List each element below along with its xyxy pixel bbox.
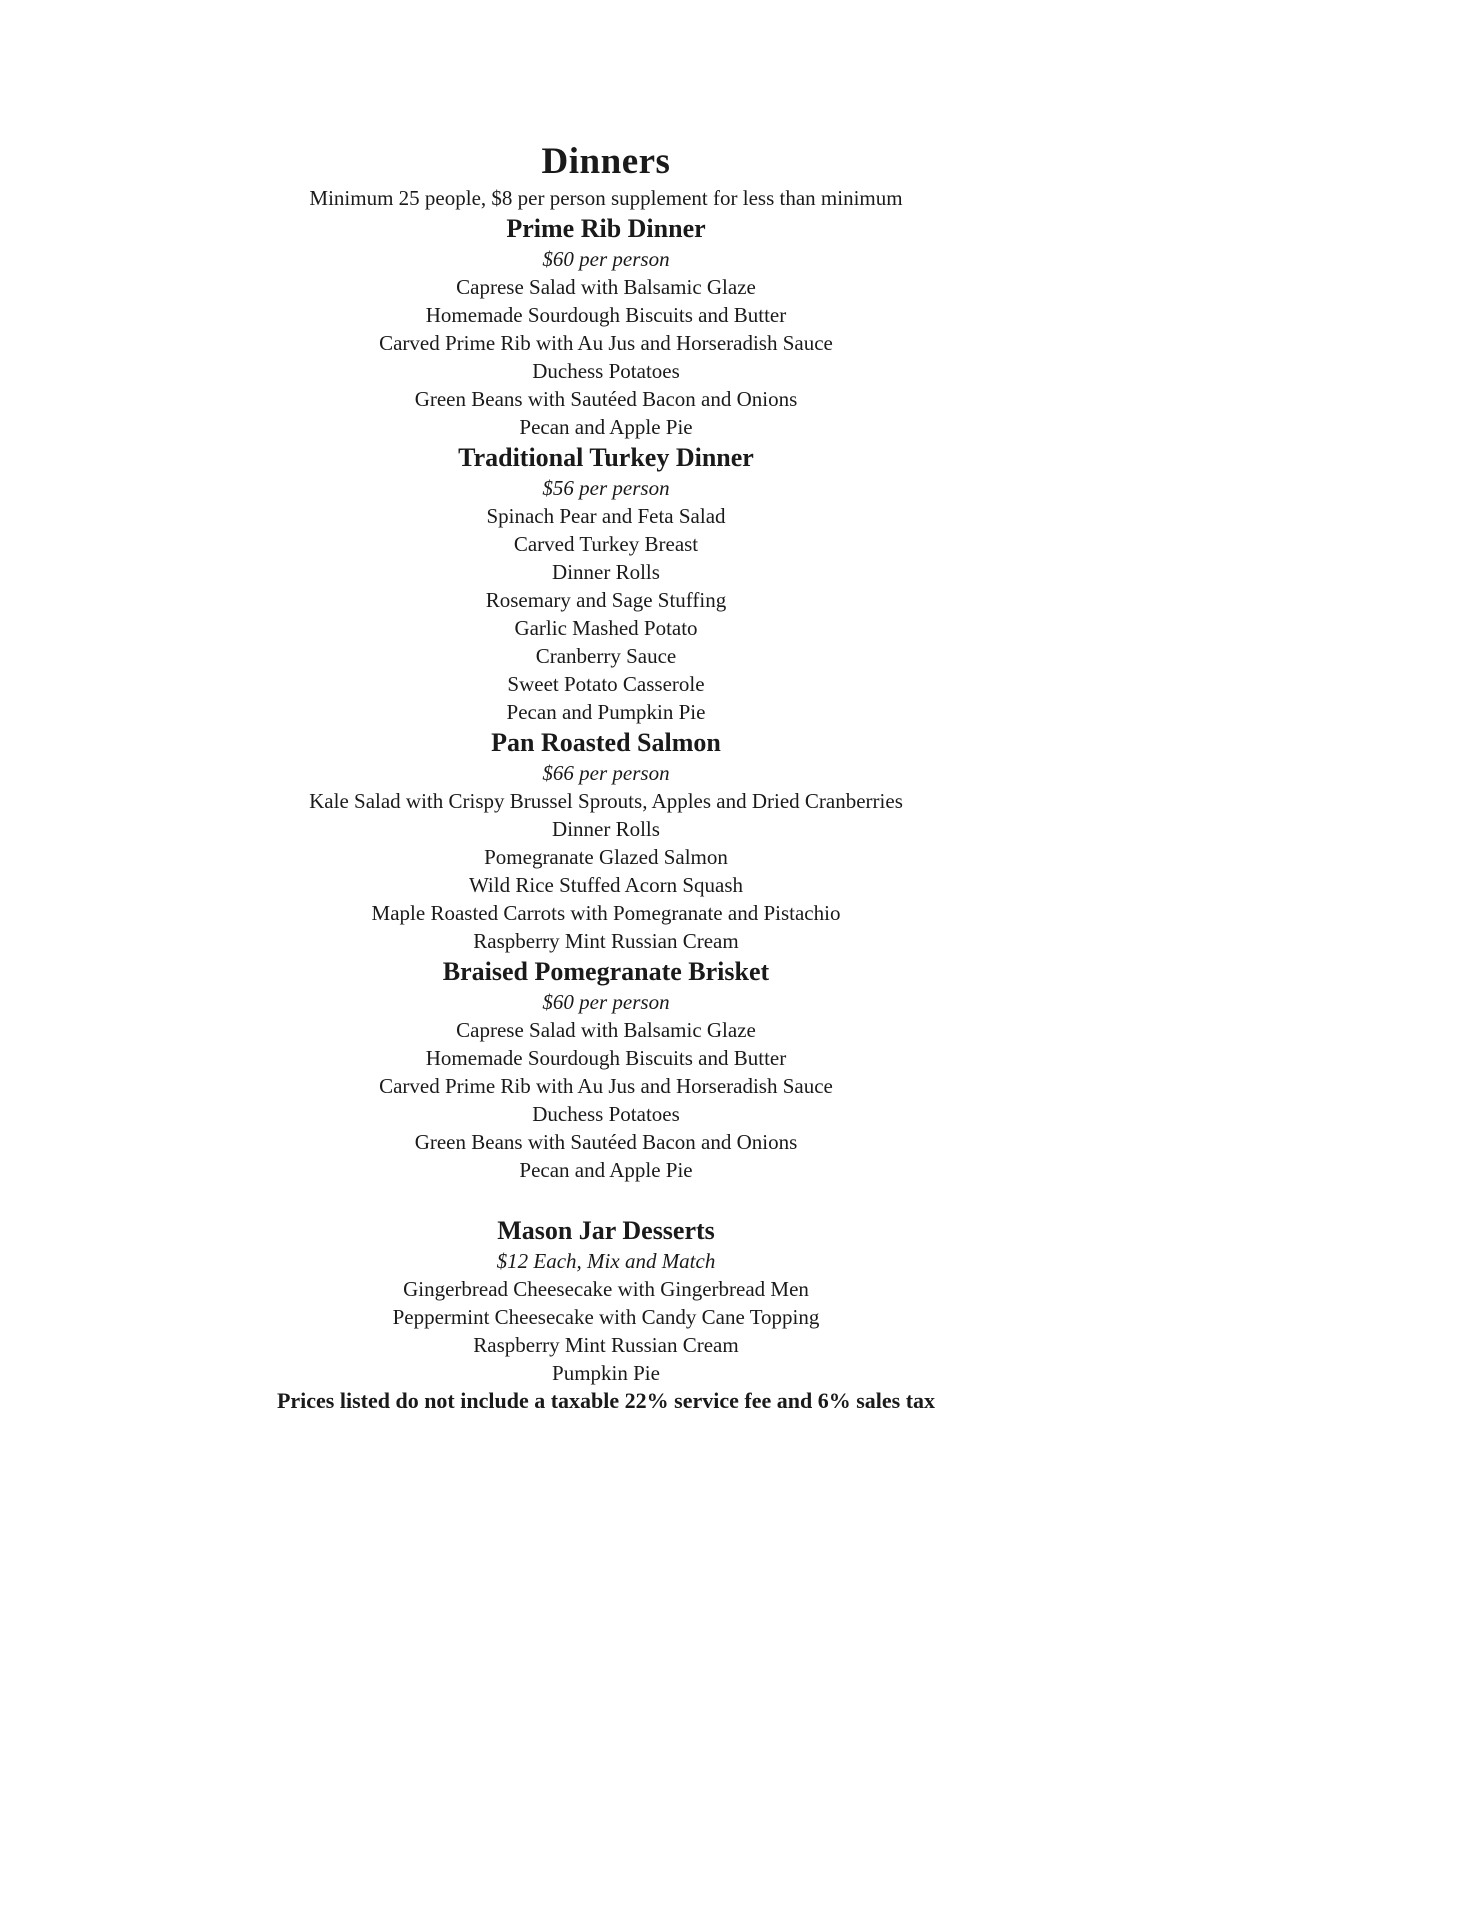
menu-item: Green Beans with Sautéed Bacon and Onions xyxy=(414,1130,798,1154)
menu-section xyxy=(0,441,1212,726)
menu-item: Pecan and Apple Pie xyxy=(519,415,693,439)
pricing-disclaimer: Prices listed do not include a taxable 22% service fee and 6% sales tax xyxy=(276,1388,936,1413)
section-title: Mason Jar Desserts xyxy=(497,1216,715,1245)
menu-item: Carved Prime Rib with Au Jus and Horseradish Sauce xyxy=(379,1074,833,1098)
menu-item: Maple Roasted Carrots with Pomegranate and Pistachio xyxy=(371,901,841,925)
menu-section xyxy=(0,1214,1212,1387)
section-title: Braised Pomegranate Brisket xyxy=(442,957,770,986)
menu-item: Pecan and Pumpkin Pie xyxy=(506,700,706,724)
menu-item: Cranberry Sauce xyxy=(535,644,677,668)
section-title: Traditional Turkey Dinner xyxy=(458,443,754,472)
menu-item: Wild Rice Stuffed Acorn Squash xyxy=(468,873,744,897)
menu-item: Raspberry Mint Russian Cream xyxy=(473,1333,739,1357)
menu-item: Homemade Sourdough Biscuits and Butter xyxy=(425,303,787,327)
menu-item: Sweet Potato Casserole xyxy=(507,672,705,696)
menu-item: Duchess Potatoes xyxy=(532,1102,680,1126)
section-title: Pan Roasted Salmon xyxy=(491,728,721,757)
menu-item: Peppermint Cheesecake with Candy Cane Topping xyxy=(392,1305,820,1329)
menu-item: Rosemary and Sage Stuffing xyxy=(485,588,727,612)
menu-item: Green Beans with Sautéed Bacon and Onions xyxy=(414,387,798,411)
menu-item: Caprese Salad with Balsamic Glaze xyxy=(456,275,756,299)
menu-section xyxy=(0,212,1212,441)
menu-item: Dinner Rolls xyxy=(552,817,660,841)
menu-content xyxy=(0,140,1212,1415)
section-price: $56 per person xyxy=(542,476,670,500)
menu-item: Kale Salad with Crispy Brussel Sprouts, Apples and Dried Cranberries xyxy=(309,789,903,813)
menu-item: Gingerbread Cheesecake with Gingerbread Men xyxy=(403,1277,809,1301)
menu-section xyxy=(0,726,1212,955)
section-price: $60 per person xyxy=(542,990,670,1014)
section-price: $66 per person xyxy=(542,761,670,785)
menu-item: Pumpkin Pie xyxy=(552,1361,660,1385)
menu-sections xyxy=(0,212,1212,1387)
menu-item: Homemade Sourdough Biscuits and Butter xyxy=(425,1046,787,1070)
minimum-note: Minimum 25 people, $8 per person supplement for less than minimum xyxy=(309,186,903,210)
menu-item: Duchess Potatoes xyxy=(532,359,680,383)
menu-item: Carved Turkey Breast xyxy=(513,532,699,556)
section-price: $12 Each, Mix and Match xyxy=(496,1249,716,1273)
menu-item: Caprese Salad with Balsamic Glaze xyxy=(456,1018,756,1042)
menu-item: Garlic Mashed Potato xyxy=(514,616,698,640)
menu-item: Raspberry Mint Russian Cream xyxy=(473,929,739,953)
menu-item: Pecan and Apple Pie xyxy=(519,1158,693,1182)
menu-item: Dinner Rolls xyxy=(552,560,660,584)
page-title: Dinners xyxy=(541,141,671,182)
menu-item: Pomegranate Glazed Salmon xyxy=(484,845,728,869)
menu-item: Spinach Pear and Feta Salad xyxy=(486,504,726,528)
section-price: $60 per person xyxy=(542,247,670,271)
menu-item: Carved Prime Rib with Au Jus and Horseradish Sauce xyxy=(379,331,833,355)
menu-section xyxy=(0,955,1212,1184)
section-title: Prime Rib Dinner xyxy=(506,214,706,243)
